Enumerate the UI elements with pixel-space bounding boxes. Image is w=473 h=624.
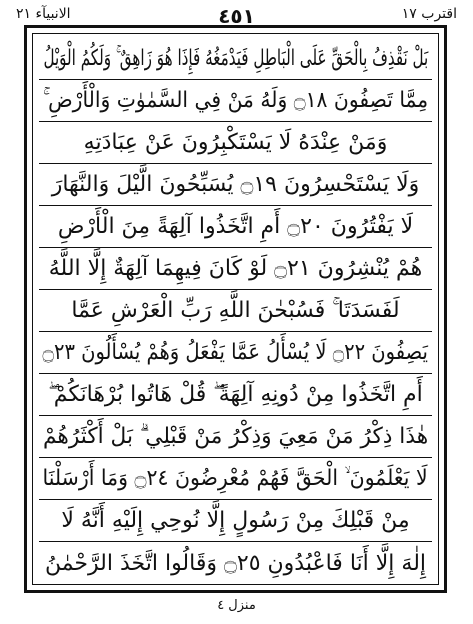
verse-line-12 bbox=[39, 500, 432, 542]
verse-line-11 bbox=[39, 458, 432, 500]
verse-line-5 bbox=[39, 206, 432, 248]
verse-line-text: هٰذَا ذِكْرُ مَنْ مَعِيَ وَذِكْرُ مَنْ قَبْلِي ۗ بَلْ أَكْثَرُهُمْ bbox=[42, 424, 429, 449]
verse-line-text: لَفَسَدَتَا ۚ فَسُبْحٰنَ اللَّهِ رَبِّ الْعَرْشِ عَمَّا bbox=[71, 298, 400, 323]
verse-line-8 bbox=[39, 332, 432, 374]
verse-line-text: مِمَّا تَصِفُونَ ۝١٨ وَلَهُ مَنْ فِي السَّمٰوٰتِ وَالْأَرْضِ ۚ bbox=[42, 88, 429, 113]
juz-name: اقترب ١٧ bbox=[401, 6, 457, 22]
verse-line-2 bbox=[39, 80, 432, 122]
verse-line-text: لَا يَفْتُرُونَ ۝٢٠ أَمِ اتَّخَذُوا آلِهَةً مِنَ الْأَرْضِ bbox=[57, 214, 414, 239]
verse-line-3 bbox=[39, 122, 432, 164]
verse-line-text: وَمَنْ عِنْدَهُ لَا يَسْتَكْبِرُونَ عَنْ عِبَادَتِهِ bbox=[83, 130, 388, 155]
verse-line-10 bbox=[39, 416, 432, 458]
verse-line-text: مِنْ قَبْلِكَ مِنْ رَسُولٍ إِلَّا نُوحِي إِلَيْهِ أَنَّهُ لَا bbox=[61, 508, 410, 533]
text-frame bbox=[32, 33, 439, 585]
verse-line-text: لَا يَعْلَمُونَ ۙ الْحَقَّ فَهُمْ مُعْرِضُونَ ۝٢٤ وَمَا أَرْسَلْنَا bbox=[42, 466, 429, 491]
verse-line-6 bbox=[39, 248, 432, 290]
surah-name: الانبيآء ٢١ bbox=[16, 6, 71, 22]
verse-line-text: إِلٰهَ إِلَّا أَنَا فَاعْبُدُونِ ۝٢٥ وَقَالُوا اتَّخَذَ الرَّحْمٰنُ bbox=[44, 550, 427, 576]
page-number: ٤٥١ bbox=[218, 4, 255, 28]
manzil-footer: منزل ٤ bbox=[217, 598, 256, 613]
verse-lines bbox=[33, 34, 438, 584]
verse-line-7 bbox=[39, 290, 432, 332]
verse-line-9 bbox=[39, 374, 432, 416]
verse-line-text: يَصِفُونَ ۝٢٢ لَا يُسْأَلُ عَمَّا يَفْعَلُ وَهُمْ يُسْأَلُونَ ۝٢٣ bbox=[42, 340, 429, 365]
page-border bbox=[24, 25, 447, 593]
verse-line-text: أَمِ اتَّخَذُوا مِنْ دُونِهِ آلِهَةً ۖ قُلْ هَاتُوا بُرْهَانَكُمْ ۖ bbox=[48, 382, 423, 407]
verse-line-text: وَلَا يَسْتَحْسِرُونَ ۝١٩ يُسَبِّحُونَ الَّيْلَ وَالنَّهَارَ bbox=[51, 172, 420, 197]
verse-line-13 bbox=[39, 542, 432, 584]
verse-line-4 bbox=[39, 164, 432, 206]
verse-line-text: هُمْ يُنْشِرُونَ ۝٢١ لَوْ كَانَ فِيهِمَا آلِهَةٌ إِلَّا اللَّهُ bbox=[48, 256, 423, 281]
verse-line-text: بَلْ نَقْذِفُ بِالْحَقِّ عَلَى الْبَاطِلِ فَيَدْمَغُهُ فَإِذَا هُوَ زَاهِقٌ ۚ وَلَكُمُ الْوَيْلُ bbox=[43, 46, 428, 71]
verse-line-1 bbox=[39, 38, 432, 80]
